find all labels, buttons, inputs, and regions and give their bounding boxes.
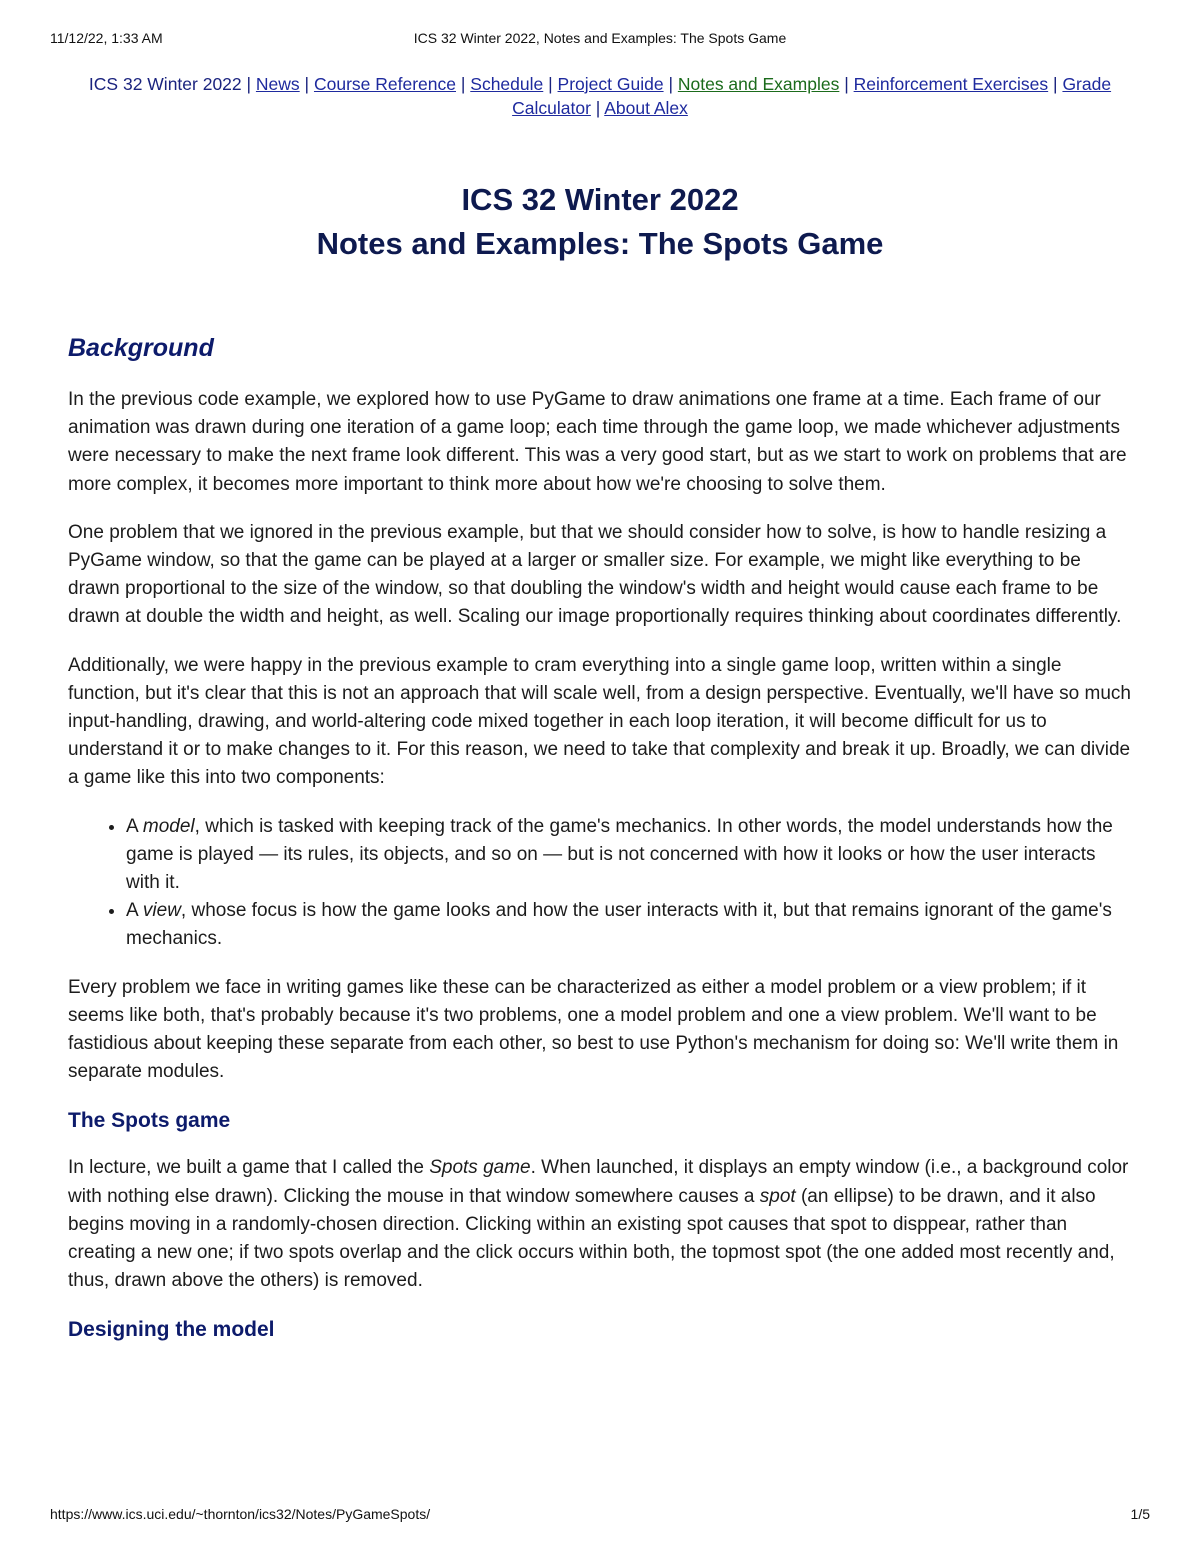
- page-title: [68, 178, 1132, 266]
- paragraph: Additionally, we were happy in the previous example to cram everything into a single game loop, written within a single function, but it's clear that this is not an approach that will scale well, from a design perspective. Eventually, we'll have so much input-handling, drawing, and world-altering code mixed together in each loop iteration, it will become difficult for us to understand it or to make changes to it. For this reason, we need to take that complexity and break it up. Broadly, we can divide a game like this into two components:: [68, 654, 1131, 789]
- nav-separator: |: [543, 74, 558, 94]
- term-model: model: [142, 815, 195, 837]
- paragraph: [68, 1154, 1132, 1295]
- paragraph: In the previous code example, we explored how to use PyGame to draw animations one frame at a time. Each frame of our animation was drawn during one iteration of a game loop; each time through the game loop, we made whichever adjustments were necessary to make the next frame look different. This was a very good start, but as we start to work on problems that are more complex, it becomes more important to think more about how we're choosing to solve them.: [68, 389, 1127, 495]
- nav-separator: |: [241, 74, 256, 94]
- print-timestamp: 11/12/22, 1:33 AM: [50, 30, 163, 46]
- nav-link-grade-calculator[interactable]: Grade Calculator: [512, 74, 1112, 118]
- nav-link-schedule[interactable]: Schedule: [470, 74, 544, 94]
- list-item-text: , which is tasked with keeping track of the game's mechanics. In other words, the model understands how the game is played — its rules, its objects, and so on — but is not concerned with how it looks or how the user interacts with it.: [126, 815, 1113, 894]
- nav-site-name: ICS 32 Winter 2022: [88, 74, 242, 94]
- page-title-line-1: ICS 32 Winter 2022: [461, 182, 739, 217]
- site-navigation: [68, 72, 1132, 120]
- print-header: [50, 30, 1150, 50]
- list-item-text: A: [126, 815, 143, 837]
- page-title-line-2: Notes and Examples: The Spots Game: [316, 226, 884, 261]
- term-spots-game: Spots game: [429, 1157, 531, 1179]
- section-heading-spots-game: The Spots game: [68, 1109, 231, 1133]
- term-spot: spot: [759, 1185, 796, 1207]
- print-document-title: ICS 32 Winter 2022, Notes and Examples: The Spots Game: [413, 30, 787, 46]
- nav-separator: |: [590, 98, 605, 118]
- nav-separator: |: [663, 74, 678, 94]
- bullet-list: [68, 813, 1132, 954]
- print-footer: [50, 1506, 1150, 1526]
- paragraph: Every problem we face in writing games like these can be characterized as either a model problem or a view problem; if it seems like both, that's probably because it's two problems, one a model problem and one a view problem. We'll want to be fastidious about keeping these separate from each other, so best to use Python's mechanism for doing so: We'll write them in separate modules.: [68, 976, 1119, 1083]
- nav-link-about-alex[interactable]: About Alex: [604, 98, 688, 118]
- main-content: [68, 330, 1132, 1363]
- list-item: [126, 897, 1132, 953]
- term-view: view: [142, 900, 181, 922]
- nav-separator: |: [456, 74, 471, 94]
- print-url: https://www.ics.uci.edu/~thornton/ics32/Notes/PyGameSpots/: [50, 1506, 431, 1522]
- paragraph-text: . When launched, it displays an empty window (i.e., a background color with nothing else drawn). Clicking the mouse in that window somewhere causes a: [68, 1157, 1129, 1207]
- nav-link-project-guide[interactable]: Project Guide: [557, 74, 664, 94]
- nav-link-course-reference[interactable]: Course Reference: [313, 74, 456, 94]
- paragraph-text: In lecture, we built a game that I called the: [68, 1157, 430, 1179]
- section-heading-designing-the-model: Designing the model: [68, 1318, 275, 1342]
- nav-separator: |: [1048, 74, 1063, 94]
- list-item-text: , whose focus is how the game looks and how the user interacts with it, but that remains ignorant of the game's mechanics.: [126, 900, 1112, 950]
- list-item-text: A: [126, 900, 143, 922]
- nav-link-news[interactable]: News: [255, 74, 300, 94]
- paragraph: One problem that we ignored in the previous example, but that we should consider how to solve, is how to handle resizing a PyGame window, so that the game can be played at a larger or smaller size. For example, we might like everything to be drawn proportional to the size of the window, so that doubling the window's width and height would cause each frame to be drawn at double the width and height, as well. Scaling our image proportionally requires thinking about coordinates differently.: [68, 521, 1122, 628]
- section-heading-background: Background: [68, 334, 214, 362]
- print-page-number: 1/5: [1130, 1506, 1150, 1522]
- nav-link-notes-and-examples[interactable]: Notes and Examples: [677, 74, 840, 94]
- nav-separator: |: [299, 74, 314, 94]
- nav-link-reinforcement-exercises[interactable]: Reinforcement Exercises: [853, 74, 1049, 94]
- paragraph-text: (an ellipse) to be drawn, and it also begins moving in a randomly-chosen direction. Clicking within an existing spot causes that spot to disppear, rather than creating a new one; if two spots overlap and the click occurs within both, the topmost spot (the one added most recently and, thus, drawn above the others) is removed.: [68, 1185, 1115, 1292]
- list-item: [126, 813, 1132, 898]
- nav-separator: |: [839, 74, 854, 94]
